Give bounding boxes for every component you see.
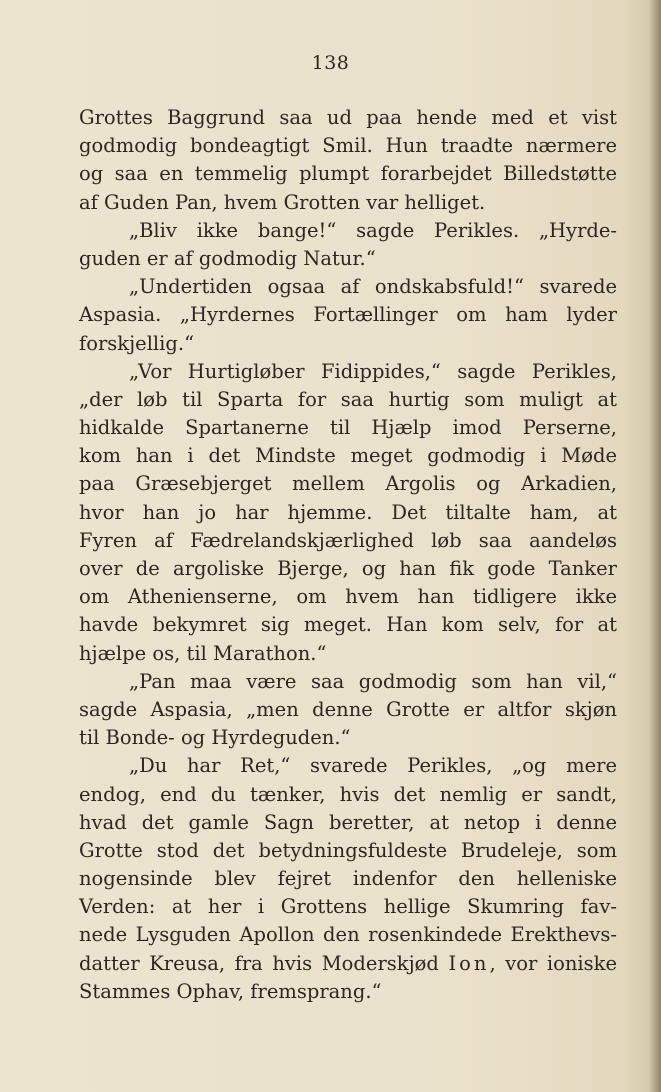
text-line: og saa en temmelig plumpt forarbejdet Billedstøtte <box>79 162 617 186</box>
text-line: sagde Aspasia, „men denne Grotte er altfor skjøn <box>79 697 617 721</box>
text-line: Stammes Ophav, fremsprang.“ <box>79 979 382 1003</box>
body-text <box>79 104 617 1006</box>
text-line: Fyren af Fædrelandskjærlighed løb saa aandeløs <box>79 528 617 552</box>
text-line: forskjellig.“ <box>79 331 195 355</box>
text-line: „Bliv ikke bange!“ sagde Perikles. „Hyrde- <box>129 218 617 242</box>
page-number: 138 <box>311 52 350 74</box>
text-line: endog, end du tænker, hvis det nemlig er sandt, <box>79 782 617 806</box>
text-line: til Bonde- og Hyrdeguden.“ <box>79 726 351 750</box>
text-line: kom han i det Mindste meget godmodig i Møde <box>79 444 617 468</box>
text-line: over de argoliske Bjerge, og han fik gode Tanker <box>79 557 617 580</box>
text-line: nogensinde blev fejret indenfor den helleniske <box>79 867 617 891</box>
text-line: Aspasia. „Hyrdernes Fortællinger om ham lyder <box>79 303 617 327</box>
text-line: hvor han jo har hjemme. Det tiltalte ham, at <box>79 500 617 524</box>
text-line: nede Lysguden Apollon den rosenkindede Erekthevs- <box>79 923 617 947</box>
text-segment: , vor ioniske <box>489 951 617 975</box>
text-line: Verden: at her i Grottens hellige Skumring fav- <box>79 895 617 919</box>
text-line: „Undertiden ogsaa af ondskabsfuld!“ svarede <box>129 275 617 299</box>
emphasized-name: Ion <box>448 951 490 975</box>
text-line: af Guden Pan, hvem Grotten var helliget. <box>79 190 486 214</box>
text-line: hjælpe os, til Marathon.“ <box>79 641 327 665</box>
text-line: Grottes Baggrund saa ud paa hende med et vist <box>79 106 617 129</box>
text-line: godmodig bondeagtigt Smil. Hun traadte nærmere <box>79 134 617 158</box>
text-line-with-emphasis <box>79 950 617 978</box>
text-segment: datter Kreusa, fra hvis Moderskjød <box>79 951 439 975</box>
text-line: guden er af godmodig Natur.“ <box>79 246 376 270</box>
text-line: om Athenienserne, om hvem han tidligere ikke <box>79 585 617 609</box>
text-line: Grotte stod det betydningsfuldeste Brudeleje, som <box>79 838 617 862</box>
text-line: „der løb til Sparta for saa hurtig som muligt at <box>79 387 617 411</box>
text-line: „Du har Ret,“ svarede Perikles, „og mere <box>129 754 617 778</box>
text-line: „Vor Hurtigløber Fidippides,“ sagde Perikles, <box>129 359 617 383</box>
text-line: hidkalde Spartanerne til Hjælp imod Perserne, <box>79 416 617 440</box>
text-line: hvad det gamle Sagn beretter, at netop i denne <box>79 810 617 834</box>
text-line: „Pan maa være saa godmodig som han vil,“ <box>129 669 617 693</box>
text-line: havde bekymret sig meget. Han kom selv, for at <box>79 613 617 637</box>
page-edge <box>649 0 661 1092</box>
text-line: paa Græsebjerget mellem Argolis og Arkadien, <box>79 472 617 496</box>
